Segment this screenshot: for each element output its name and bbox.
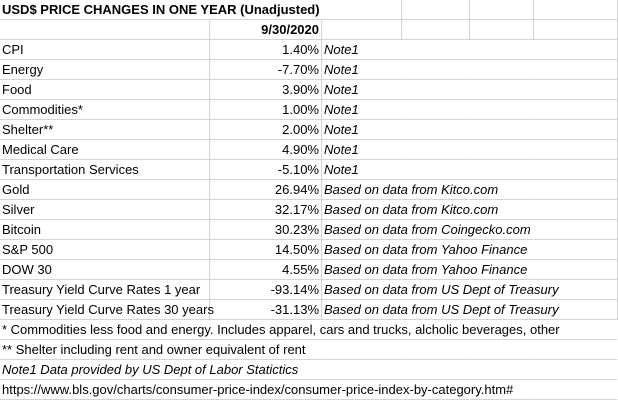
- empty-cell[interactable]: [402, 20, 470, 40]
- row-value-cell[interactable]: [210, 300, 322, 320]
- row-value: 4.90%: [282, 142, 319, 157]
- sheet-title: USD$ PRICE CHANGES IN ONE YEAR (Unadjusted): [2, 2, 320, 17]
- row-note-cell[interactable]: [322, 80, 402, 100]
- row-note: Based on data from Yahoo Finance: [324, 262, 528, 277]
- row-label: Commodities*: [2, 102, 83, 117]
- empty-cell[interactable]: [534, 260, 618, 280]
- row-note: Note1: [324, 62, 359, 77]
- empty-cell[interactable]: [534, 100, 618, 120]
- row-note-cell[interactable]: [322, 60, 402, 80]
- row-label: Energy: [2, 62, 44, 77]
- empty-cell[interactable]: [402, 160, 470, 180]
- row-value-cell[interactable]: [210, 140, 322, 160]
- row-label: Treasury Yield Curve Rates 1 year: [2, 282, 201, 297]
- row-label: Gold: [2, 182, 30, 197]
- row-value: 2.00%: [282, 122, 319, 137]
- row-value-cell[interactable]: [210, 200, 322, 220]
- row-label-cell[interactable]: [0, 100, 210, 120]
- empty-cell[interactable]: [402, 100, 470, 120]
- row-note: Note1: [324, 122, 359, 137]
- row-note: Note1: [324, 162, 359, 177]
- empty-cell[interactable]: [534, 60, 618, 80]
- empty-cell[interactable]: [470, 140, 534, 160]
- row-note-cell[interactable]: [322, 140, 402, 160]
- empty-cell[interactable]: [402, 120, 470, 140]
- empty-cell[interactable]: [534, 360, 618, 380]
- row-note: Based on data from Yahoo Finance: [324, 242, 528, 257]
- row-note-cell[interactable]: [322, 160, 402, 180]
- empty-cell[interactable]: [0, 20, 210, 40]
- empty-cell[interactable]: [322, 20, 402, 40]
- row-note-cell[interactable]: [322, 180, 499, 200]
- row-label-cell[interactable]: [0, 240, 210, 260]
- row-label-cell[interactable]: [0, 60, 210, 80]
- empty-cell[interactable]: [322, 340, 402, 360]
- row-note: Based on data from US Dept of Treasury: [324, 302, 559, 317]
- row-label: Bitcoin: [2, 222, 42, 237]
- row-value: -93.14%: [270, 282, 319, 297]
- empty-cell[interactable]: [402, 80, 470, 100]
- empty-cell[interactable]: [534, 40, 618, 60]
- row-note: Based on data from US Dept of Treasury: [324, 282, 559, 297]
- empty-cell[interactable]: [470, 20, 534, 40]
- row-value: -31.13%: [270, 302, 319, 317]
- row-value: 30.23%: [274, 222, 319, 237]
- row-note-cell[interactable]: [322, 40, 402, 60]
- row-note: Based on data from Kitco.com: [324, 182, 499, 197]
- row-label: Medical Care: [2, 142, 79, 157]
- footnote-cell[interactable]: [0, 360, 299, 380]
- empty-cell[interactable]: [470, 100, 534, 120]
- row-value: 32.17%: [274, 202, 319, 217]
- empty-cell[interactable]: [402, 60, 470, 80]
- row-value-cell[interactable]: [210, 240, 322, 260]
- date-header: 9/30/2020: [261, 22, 319, 37]
- row-value-cell[interactable]: [210, 220, 322, 240]
- row-value-cell[interactable]: [210, 60, 322, 80]
- footnote-text: Note1 Data provided by US Dept of Labor Statictics: [2, 362, 299, 377]
- row-note-cell[interactable]: [322, 200, 499, 220]
- row-label-cell[interactable]: [0, 40, 210, 60]
- row-label: DOW 30: [2, 262, 52, 277]
- row-value-cell[interactable]: [210, 180, 322, 200]
- row-note: Based on data from Kitco.com: [324, 202, 499, 217]
- row-label-cell[interactable]: [0, 220, 210, 240]
- row-note-cell[interactable]: [322, 100, 402, 120]
- row-value-cell[interactable]: [210, 280, 322, 300]
- row-value-cell[interactable]: [210, 260, 322, 280]
- row-label-cell[interactable]: [0, 200, 210, 220]
- empty-cell[interactable]: [470, 0, 534, 20]
- empty-cell[interactable]: [534, 140, 618, 160]
- row-note-cell[interactable]: [322, 260, 528, 280]
- row-value: 4.55%: [282, 262, 319, 277]
- row-note-cell[interactable]: [322, 240, 528, 260]
- footnote-cell[interactable]: [0, 320, 560, 340]
- row-label: Transportation Services: [2, 162, 139, 177]
- row-label-cell[interactable]: [0, 280, 210, 300]
- empty-cell[interactable]: [534, 0, 618, 20]
- row-label: Silver: [2, 202, 35, 217]
- footnote-text: * Commodities less food and energy. Includes apparel, cars and trucks, alcholic beverages, other: [2, 322, 560, 337]
- empty-cell[interactable]: [470, 40, 534, 60]
- row-label: Treasury Yield Curve Rates 30 years: [2, 302, 214, 317]
- row-note: Note1: [324, 42, 359, 57]
- row-value: -7.70%: [277, 62, 319, 77]
- date-header-cell[interactable]: [210, 20, 322, 40]
- footnote-text: https://www.bls.gov/charts/consumer-price-index/consumer-price-index-by-category.htm#: [2, 382, 514, 397]
- row-value: -5.10%: [277, 162, 319, 177]
- row-note: Note1: [324, 142, 359, 157]
- footnote-cell[interactable]: [0, 340, 306, 360]
- row-label-cell[interactable]: [0, 180, 210, 200]
- row-note-cell[interactable]: [322, 280, 559, 300]
- empty-cell[interactable]: [402, 140, 470, 160]
- empty-cell[interactable]: [534, 120, 618, 140]
- row-value: 1.40%: [282, 42, 319, 57]
- row-label-cell[interactable]: [0, 80, 210, 100]
- row-value: 1.00%: [282, 102, 319, 117]
- empty-cell[interactable]: [402, 340, 470, 360]
- row-value: 14.50%: [274, 242, 319, 257]
- row-value: 3.90%: [282, 82, 319, 97]
- empty-cell[interactable]: [402, 0, 470, 20]
- empty-cell[interactable]: [534, 240, 618, 260]
- empty-cell[interactable]: [322, 0, 402, 20]
- empty-cell[interactable]: [470, 120, 534, 140]
- empty-cell[interactable]: [534, 180, 618, 200]
- empty-cell[interactable]: [534, 380, 618, 400]
- empty-cell[interactable]: [402, 40, 470, 60]
- row-label-cell[interactable]: [0, 120, 210, 140]
- empty-cell[interactable]: [534, 220, 618, 240]
- row-value-cell[interactable]: [210, 120, 322, 140]
- row-note: Note1: [324, 102, 359, 117]
- row-label-cell[interactable]: [0, 260, 210, 280]
- row-label: Shelter**: [2, 122, 54, 137]
- empty-cell[interactable]: [470, 340, 534, 360]
- row-note: Note1: [324, 82, 359, 97]
- row-note: Based on data from Coingecko.com: [324, 222, 531, 237]
- empty-cell[interactable]: [534, 160, 618, 180]
- empty-cell[interactable]: [470, 360, 534, 380]
- empty-cell[interactable]: [470, 80, 534, 100]
- footnote-text: ** Shelter including rent and owner equivalent of rent: [2, 342, 306, 357]
- row-value: 26.94%: [274, 182, 319, 197]
- empty-cell[interactable]: [402, 360, 470, 380]
- empty-cell[interactable]: [470, 160, 534, 180]
- footnote-cell[interactable]: [0, 380, 514, 400]
- row-label: CPI: [2, 42, 24, 57]
- row-value-cell[interactable]: [210, 80, 322, 100]
- empty-cell[interactable]: [534, 340, 618, 360]
- title-cell[interactable]: [0, 0, 320, 20]
- row-value-cell[interactable]: [210, 40, 322, 60]
- empty-cell[interactable]: [322, 360, 402, 380]
- row-value-cell[interactable]: [210, 100, 322, 120]
- empty-cell[interactable]: [534, 200, 618, 220]
- row-label: S&P 500: [2, 242, 54, 257]
- row-label: Food: [2, 82, 32, 97]
- empty-cell[interactable]: [534, 20, 618, 40]
- row-label-cell[interactable]: [0, 300, 214, 320]
- row-value-cell[interactable]: [210, 160, 322, 180]
- row-note-cell[interactable]: [322, 300, 559, 320]
- row-note-cell[interactable]: [322, 220, 531, 240]
- row-label-cell[interactable]: [0, 160, 210, 180]
- row-note-cell[interactable]: [322, 120, 402, 140]
- row-label-cell[interactable]: [0, 140, 210, 160]
- empty-cell[interactable]: [470, 60, 534, 80]
- empty-cell[interactable]: [534, 80, 618, 100]
